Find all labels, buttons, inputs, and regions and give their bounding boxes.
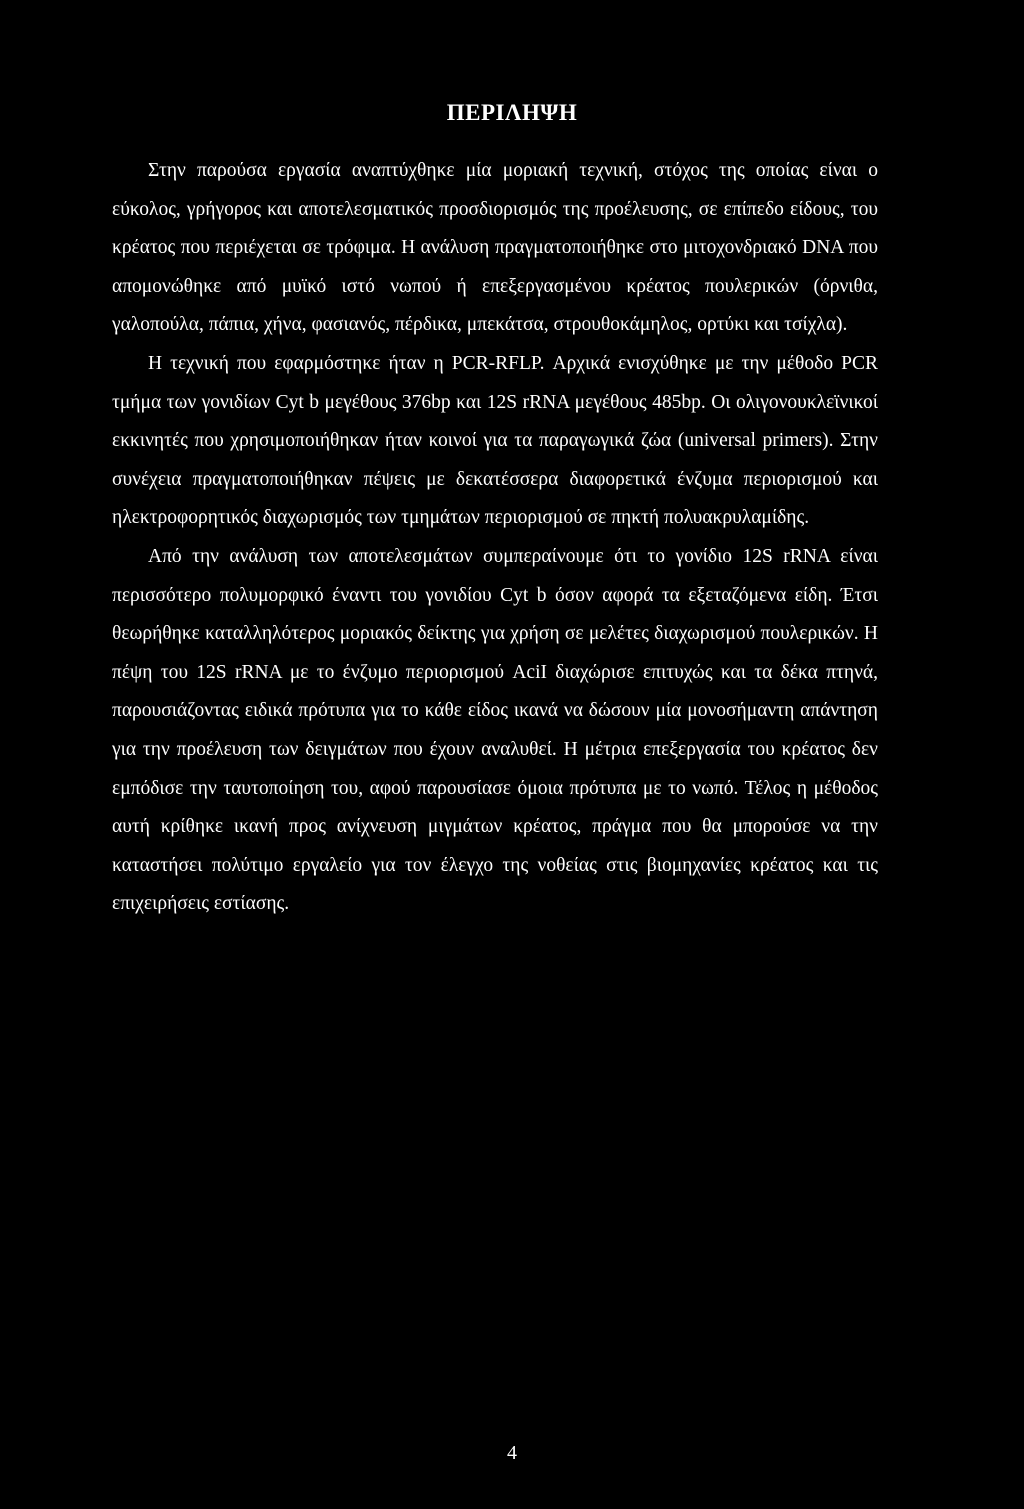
- abstract-body: [112, 152, 878, 924]
- page-title: ΠΕΡΙΛΗΨΗ: [446, 100, 578, 125]
- paragraph-2: Η τεχνική που εφαρμόστηκε ήταν η PCR-RFLP. Αρχικά ενισχύθηκε με την μέθοδο PCR τμήμα των γονιδίων Cyt b μεγέθους 376bp και 12S rRNA μεγέθους 485bp. Οι ολιγονουκλεϊνικοί εκκινητές που χρησιμοποιήθηκαν ήταν κοινοί για τα παραγωγικά ζώα (universal primers). Στην συνέχεια πραγματοποιήθηκαν πέψεις με δεκατέσσερα διαφορετικά ένζυμα περιορισμού και ηλεκτροφορητικός διαχωρισμός των τμημάτων περιορισμού σε πηκτή πολυακρυλαμίδης.: [112, 352, 878, 529]
- paragraph-1: Στην παρούσα εργασία αναπτύχθηκε μία μοριακή τεχνική, στόχος της οποίας είναι ο εύκολος, γρήγορος και αποτελεσματικός προσδιορισμός της προέλευσης, σε επίπεδο είδους, του κρέατος που περιέχεται σε τρόφιμα. Η ανάλυση πραγματοποιήθηκε στο μιτοχονδριακό DNA που απομονώθηκε από μυϊκό ιστό νωπού ή επεξεργασμένου κρέατος πουλερικών (όρνιθα, γαλοπούλα, πάπια, χήνα, φασιανός, πέρδικα, μπεκάτσα, στρουθοκάμηλος, ορτύκι και τσίχλα).: [112, 160, 878, 336]
- page-number: 4: [507, 1442, 517, 1464]
- paragraph-3: Από την ανάλυση των αποτελεσμάτων συμπεραίνουμε ότι το γονίδιο 12S rRNA είναι περισσότερο πολυμορφικό έναντι του γονιδίου Cyt b όσον αφορά τα εξεταζόμενα είδη. Έτσι θεωρήθηκε καταλληλότερος μοριακός δείκτης για χρήση σε μελέτες διαχωρισμού πουλερικών. Η πέψη του 12S rRNA με το ένζυμο περιορισμού AciI διαχώρισε επιτυχώς και τα δέκα πτηνά, παρουσιάζοντας ειδικά πρότυπα για το κάθε είδος ικανά να δώσουν μία μονοσήμαντη απάντηση για την προέλευση των δειγμάτων που έχουν αναλυθεί. Η μέτρια επεξεργασία του κρέατος δεν εμπόδισε την ταυτοποίηση του, αφού παρουσίασε όμοια πρότυπα με το νωπό. Τέλος η μέθοδος αυτή κρίθηκε ικανή προς ανίχνευση μιγμάτων κρέατος, πράγμα που θα μπορούσε να την καταστήσει πολύτιμο εργαλείο για τον έλεγχο της νοθείας στις βιομηχανίες κρέατος και τις επιχειρήσεις εστίασης.: [112, 545, 878, 915]
